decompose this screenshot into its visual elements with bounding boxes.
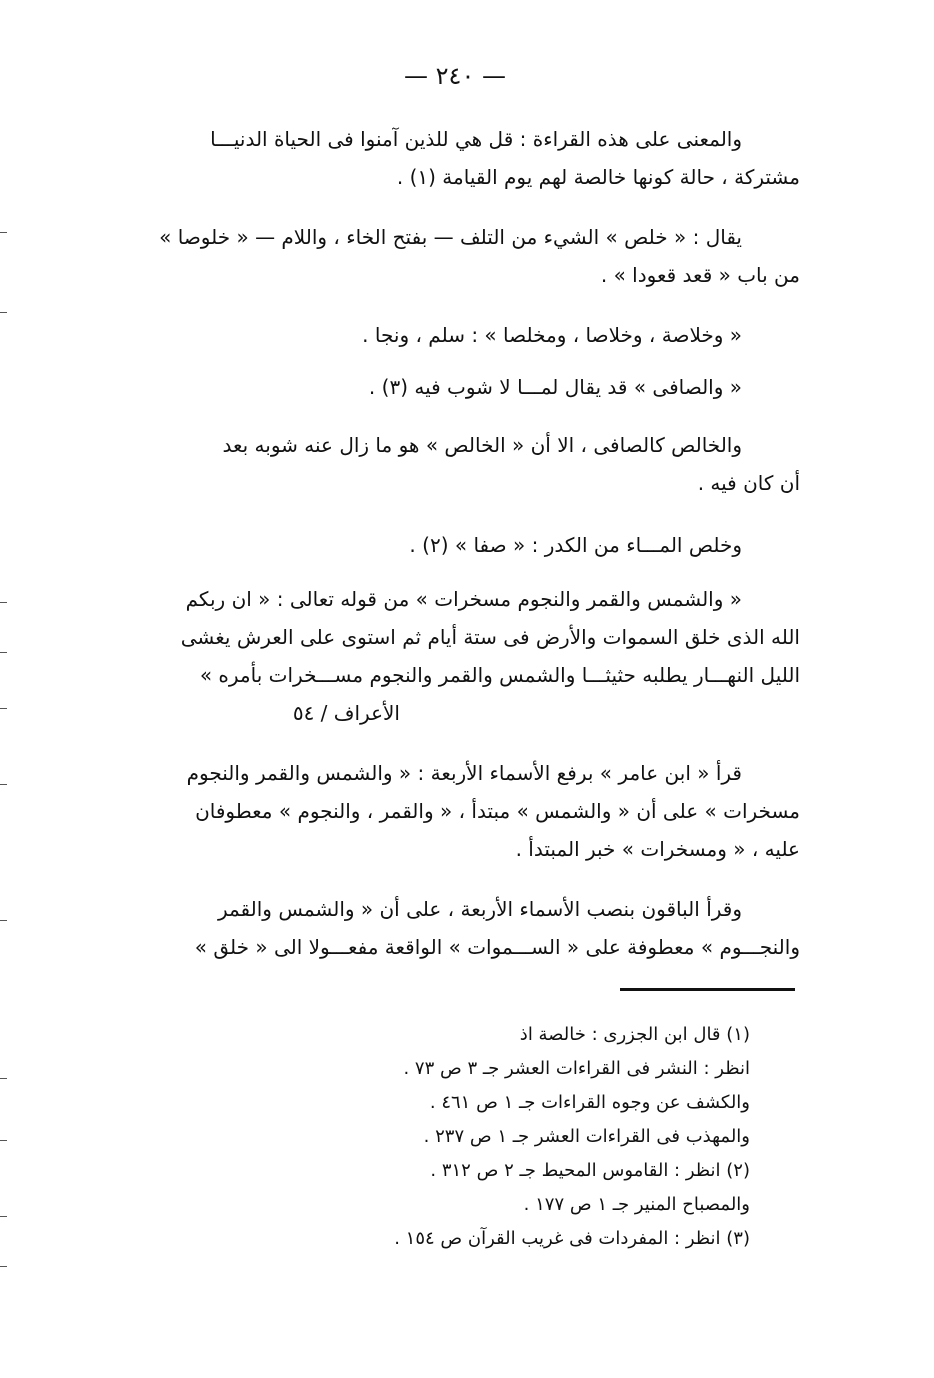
paragraph-line: والخالص كالصافى ، الا أن « الخالص » هو ما زال عنه شوبه بعد [222,433,742,457]
footnote-line: انظر : النشر فى القراءات العشر جـ ٣ ص ٧٣ . [403,1058,750,1079]
paragraph-line: والمعنى على هذه القراءة : قل هي للذين آمنوا فى الحياة الدنيـــا [210,127,742,151]
footnote-line: والمهذب فى القراءات العشر جـ ١ ص ٢٣٧ . [423,1126,750,1147]
paragraph-3 [110,316,800,354]
paragraph-5 [110,426,800,502]
paragraph-line: الله الذى خلق السموات والأرض فى ستة أيام ثم استوى على العرش يغشى [180,625,800,649]
scan-margin-mark [0,920,7,921]
scan-margin-mark [0,312,7,313]
paragraph-2 [110,218,800,294]
footnotes [280,1018,750,1256]
paragraph-line: « وخلاصة ، وخلاصا ، ومخلصا » : سلم ، ونجا . [362,323,742,347]
paragraph-line: والنجـــوم » معطوفة على « الســـموات » الواقعة مفعـــولا الى « خلق » [194,935,800,959]
paragraph-line: وخلص المـــاء من الكدر : « صفا » (٢) . [409,533,742,557]
footnote-line: (١) قال ابن الجزرى : خالصة اذ [519,1024,750,1045]
citation-line: الأعراف / ٥٤ [292,701,400,725]
paragraph-line: قرأ « ابن عامر » برفع الأسماء الأربعة : « والشمس والقمر والنجوم [186,761,742,785]
scan-margin-mark [0,1140,7,1141]
paragraph-1 [110,120,800,196]
scan-margin-mark [0,1078,7,1079]
paragraph-8 [110,754,800,868]
scan-margin-mark [0,784,7,785]
footnote-line: (٣) انظر : المفردات فى غريب القرآن ص ١٥٤ . [394,1228,750,1249]
paragraph-line: من باب « قعد قعودا » . [600,263,800,287]
footnote-divider [620,988,795,991]
paragraph-line: وقرأ الباقون بنصب الأسماء الأربعة ، على أن « والشمس والقمر [217,897,742,921]
paragraph-line: عليه ، « ومسخرات » خبر المبتدأ . [515,837,800,861]
paragraph-line: أن كان فيه . [697,471,800,495]
paragraph-9 [110,890,800,966]
paragraph-7 [110,580,800,732]
paragraph-6 [110,526,800,564]
scan-margin-mark [0,1216,7,1217]
paragraph-line: « والشمس والقمر والنجوم مسخرات » من قوله تعالى : « ان ربكم [185,587,742,611]
footnote-line: (٢) انظر : القاموس المحيط جـ ٢ ص ٣١٢ . [430,1160,750,1181]
scan-margin-mark [0,232,7,233]
footnote-line: والكشف عن وجوه القراءات جـ ١ ص ٤٦١ . [429,1092,750,1113]
scan-margin-mark [0,602,7,603]
paragraph-line: الليل النهـــار يطلبه حثيثـــا والشمس والقمر والنجوم مســـخرات بأمره » [199,663,800,687]
page-number: — ٢٤٠ — [404,62,506,90]
paragraph-line: « والصافى » قد يقال لمـــا لا شوب فيه (٣) . [368,375,742,399]
scan-margin-mark [0,652,7,653]
paragraph-line: يقال : « خلص » الشيء من التلف — بفتح الخاء ، واللام — « خلوصا » [159,225,742,249]
scan-margin-mark [0,1266,7,1267]
paragraph-line: مشتركة ، حالة كونها خالصة لهم يوم القيامة (١) . [396,165,800,189]
paragraph-4 [110,368,800,406]
scan-margin-mark [0,708,7,709]
footnote-line: والمصباح المنير جـ ١ ص ١٧٧ . [523,1194,750,1215]
paragraph-line: مسخرات » على أن « والشمس » مبتدأ ، « والقمر ، والنجوم » معطوفان [195,799,800,823]
